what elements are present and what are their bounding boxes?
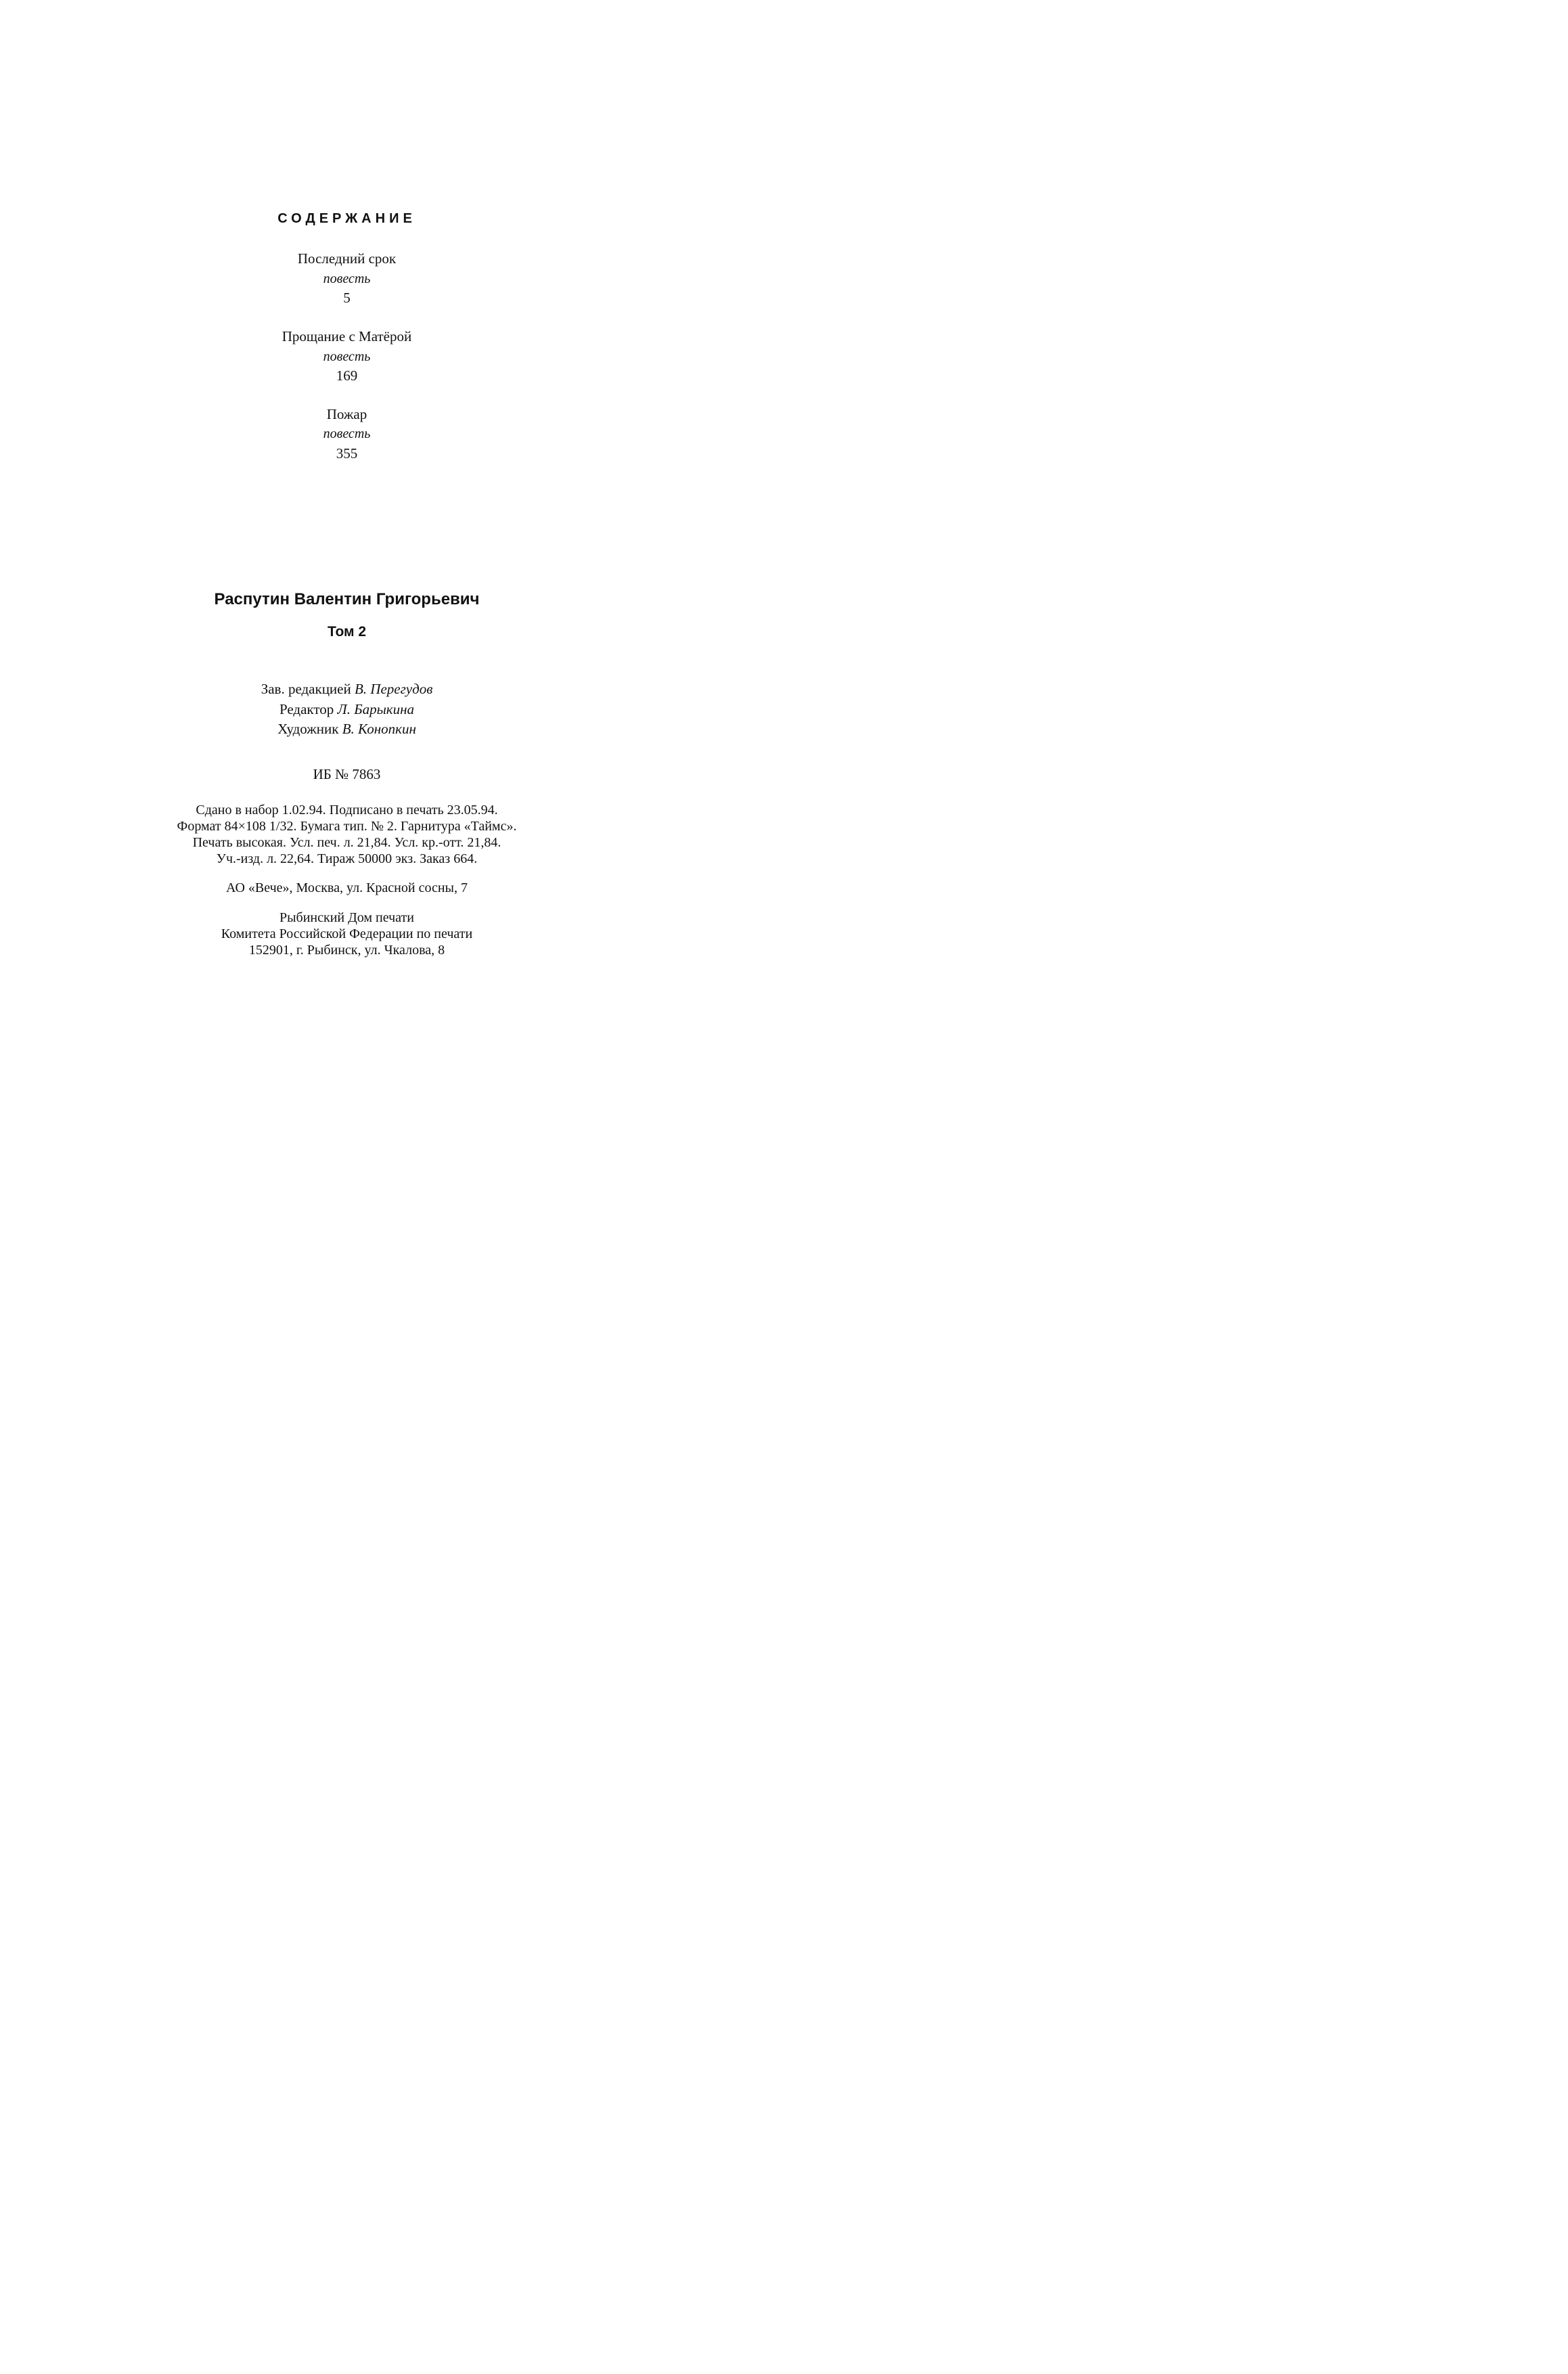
print-details-line: Уч.-изд. л. 22,64. Тираж 50000 экз. Заказ 664. xyxy=(216,851,478,866)
credit-line xyxy=(0,682,694,696)
credit-line xyxy=(0,722,694,736)
publisher-address: АО «Вече», Москва, ул. Красной сосны, 7 xyxy=(226,880,468,895)
credit-role: Редактор xyxy=(279,701,334,717)
credit-name: Л. Барыкина xyxy=(337,701,415,717)
credit-name: В. Конопкин xyxy=(342,721,416,737)
toc-entry-genre: повесть xyxy=(323,271,371,286)
printer-line: Рыбинский Дом печати xyxy=(279,910,414,925)
credit-role: Художник xyxy=(277,721,339,737)
book-page xyxy=(0,0,694,1050)
print-details-line: Печать высокая. Усл. печ. л. 21,84. Усл. кр.-отт. 21,84. xyxy=(192,835,501,850)
printer-line: Комитета Российской Федерации по печати xyxy=(221,926,473,941)
print-details-line: Сдано в набор 1.02.94. Подписано в печать 23.05.94. xyxy=(196,803,498,818)
volume-number: Том 2 xyxy=(327,624,367,640)
toc-entry-page: 5 xyxy=(343,290,351,306)
toc-entry-title: Пожар xyxy=(326,406,367,422)
credit-line xyxy=(0,702,694,717)
toc-entry-title: Прощание с Матёрой xyxy=(282,328,412,344)
toc-entry-genre: повесть xyxy=(323,349,371,364)
toc-entry-page: 355 xyxy=(336,445,358,462)
author-name: Распутин Валентин Григорьевич xyxy=(214,590,480,608)
print-details-line: Формат 84×108 1/32. Бумага тип. № 2. Гарнитура «Таймс». xyxy=(177,819,517,834)
toc-entry-page: 169 xyxy=(336,367,358,384)
toc-entry-title: Последний срок xyxy=(297,250,397,267)
ib-number: ИБ № 7863 xyxy=(313,766,381,782)
contents-heading: СОДЕРЖАНИЕ xyxy=(277,211,416,226)
credit-role: Зав. редакцией xyxy=(261,681,351,697)
credit-name: В. Перегудов xyxy=(354,681,433,697)
printer-line: 152901, г. Рыбинск, ул. Чкалова, 8 xyxy=(248,943,445,958)
toc-entry-genre: повесть xyxy=(323,426,371,441)
